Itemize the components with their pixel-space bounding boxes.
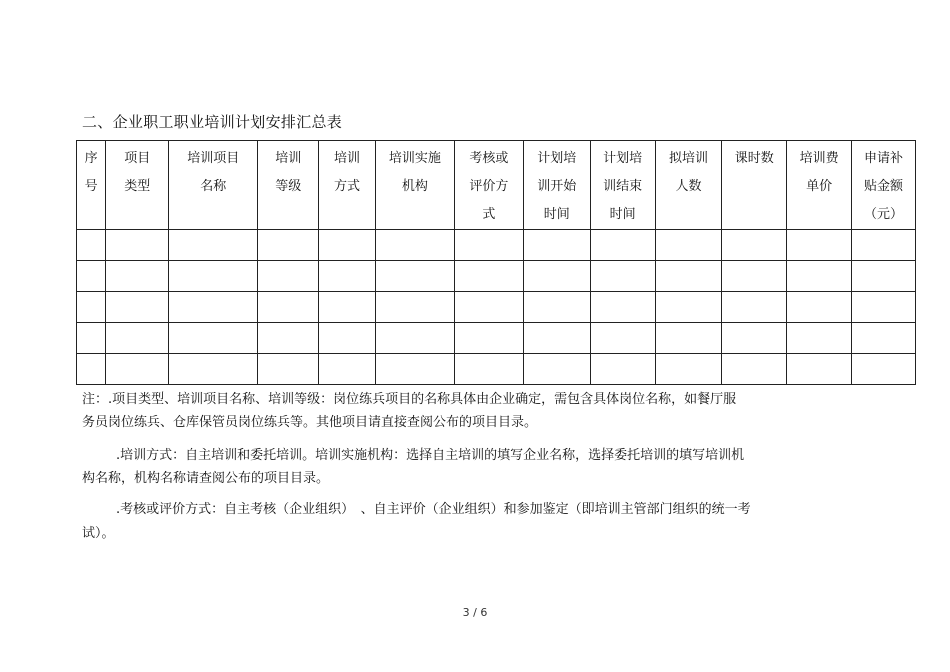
table-cell (523, 292, 590, 323)
header-cell-project-type: 项目 类型 (106, 141, 169, 230)
table-cell (655, 230, 722, 261)
table-cell (169, 323, 258, 354)
table-row (77, 354, 916, 385)
header-cell-end-time: 计划培 训结束 时间 (590, 141, 655, 230)
header-cell-training-mode: 培训 方式 (319, 141, 376, 230)
header-cell-training-institution: 培训实施 机构 (375, 141, 454, 230)
table-cell (852, 230, 916, 261)
table-cell (655, 354, 722, 385)
table-cell (375, 292, 454, 323)
note-line: .培训方式：自主培训和委托培训。培训实施机构：选择自主培训的填写企业名称，选择委托培训的填写培训机 (116, 448, 745, 463)
table-cell (77, 354, 106, 385)
table-cell (77, 230, 106, 261)
note-line: 注：.项目类型、培训项目名称、培训等级：岗位练兵项目的名称具体由企业确定，需包含具体岗位名称，如餐厅服 (82, 392, 737, 407)
table-cell (258, 292, 319, 323)
table-row (77, 230, 916, 261)
table-cell (169, 292, 258, 323)
table-row (77, 261, 916, 292)
table-cell (375, 230, 454, 261)
table-cell (169, 354, 258, 385)
table-cell (375, 354, 454, 385)
table-cell (787, 323, 852, 354)
header-cell-project-name: 培训项目 名称 (169, 141, 258, 230)
table-cell (722, 230, 787, 261)
table-cell (375, 261, 454, 292)
table-cell (258, 323, 319, 354)
table-cell (258, 230, 319, 261)
table-cell (319, 261, 376, 292)
header-cell-class-hours: 课时数 (722, 141, 787, 230)
table-cell (722, 292, 787, 323)
table-cell (722, 323, 787, 354)
header-cell-start-time: 计划培 训开始 时间 (523, 141, 590, 230)
table-cell (454, 230, 523, 261)
table-cell (655, 323, 722, 354)
table-cell (523, 354, 590, 385)
table-cell (77, 292, 106, 323)
table-cell (523, 230, 590, 261)
table-cell (787, 292, 852, 323)
table-header-row (77, 141, 916, 230)
note-line: 试）。 (82, 526, 115, 541)
table-cell (852, 323, 916, 354)
table-body (77, 230, 916, 385)
table-cell (852, 261, 916, 292)
section-title: 二、企业职工职业培训计划安排汇总表 (82, 113, 343, 131)
table-cell (106, 292, 169, 323)
table-cell (722, 354, 787, 385)
table-cell (319, 230, 376, 261)
table-cell (787, 230, 852, 261)
table-cell (258, 261, 319, 292)
table-cell (106, 354, 169, 385)
table-cell (590, 323, 655, 354)
table-cell (454, 261, 523, 292)
table-cell (319, 354, 376, 385)
header-cell-index: 序 号 (77, 141, 106, 230)
table-cell (852, 292, 916, 323)
table-cell (590, 292, 655, 323)
table-cell (106, 230, 169, 261)
table-cell (169, 261, 258, 292)
table-cell (655, 261, 722, 292)
table-row (77, 292, 916, 323)
header-cell-training-level: 培训 等级 (258, 141, 319, 230)
page-number: 3 / 6 (462, 606, 488, 619)
note-line: .考核或评价方式：自主考核（企业组织） 、自主评价（企业组织）和参加鉴定（即培训主管部门组织的统一考 (116, 502, 751, 517)
table-cell (319, 292, 376, 323)
table-cell (106, 323, 169, 354)
table-cell (523, 261, 590, 292)
header-cell-assessment-method: 考核或 评价方 式 (454, 141, 523, 230)
table-cell (787, 354, 852, 385)
table-cell (590, 354, 655, 385)
note-line: 务员岗位练兵、仓库保管员岗位练兵等。其他项目请直接查阅公布的项目目录。 (82, 415, 538, 430)
table-cell (375, 323, 454, 354)
table-cell (590, 261, 655, 292)
table-cell (454, 292, 523, 323)
table-cell (722, 261, 787, 292)
table-cell (852, 354, 916, 385)
table-cell (77, 261, 106, 292)
header-cell-unit-fee: 培训费 单价 (787, 141, 852, 230)
table-cell (106, 261, 169, 292)
table-cell (590, 230, 655, 261)
header-cell-subsidy-amount: 申请补 贴金额 （元） (852, 141, 916, 230)
table-cell (77, 323, 106, 354)
note-line: 构名称，机构名称请查阅公布的项目目录。 (82, 471, 330, 486)
table-cell (454, 323, 523, 354)
table-cell (454, 354, 523, 385)
table-cell (258, 354, 319, 385)
table-cell (169, 230, 258, 261)
training-plan-table (76, 140, 916, 385)
table-cell (319, 323, 376, 354)
table-row (77, 323, 916, 354)
header-cell-planned-trainees: 拟培训 人数 (655, 141, 722, 230)
table-cell (655, 292, 722, 323)
table-cell (787, 261, 852, 292)
table-cell (523, 323, 590, 354)
